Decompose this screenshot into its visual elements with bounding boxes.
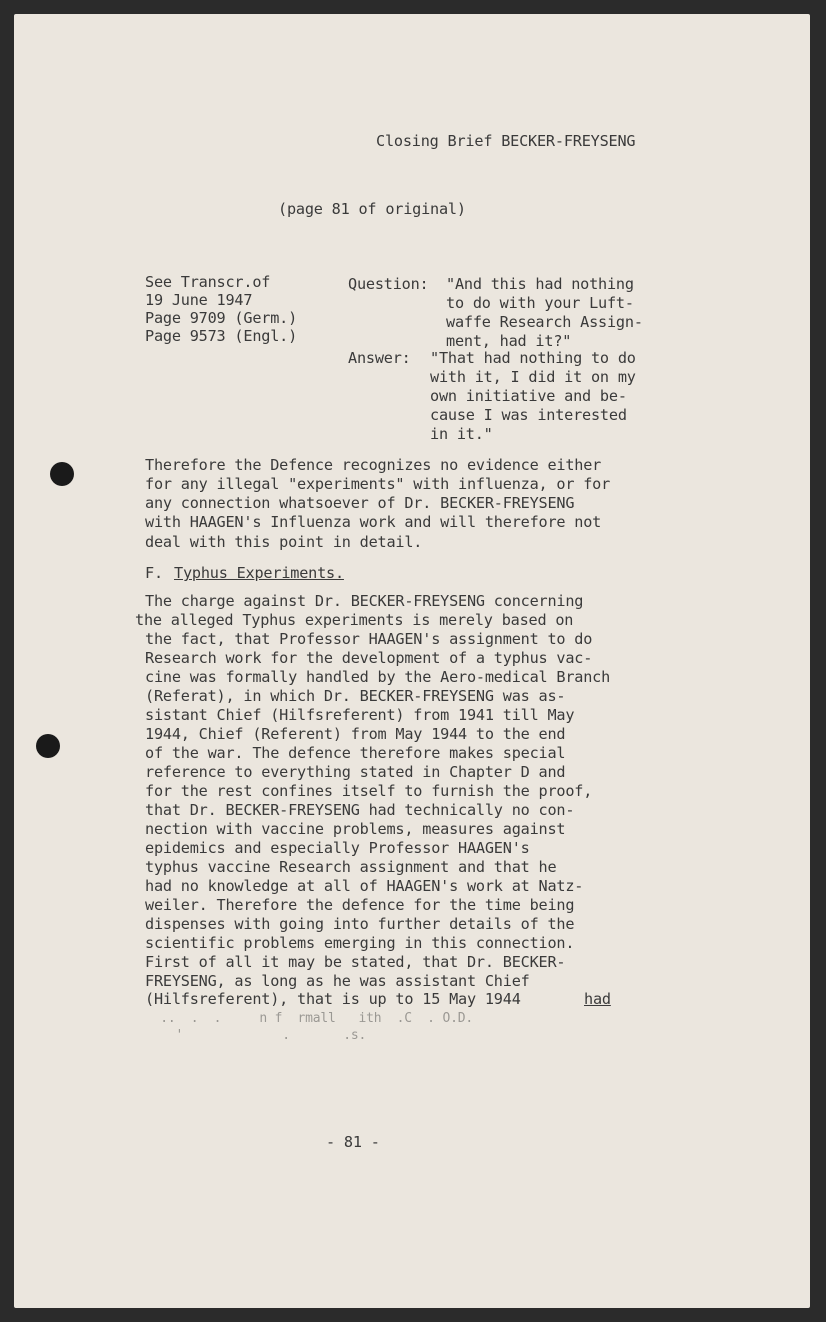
paragraph-line: that Dr. BECKER-FREYSENG had technically no con- xyxy=(145,801,575,819)
answer-line: own initiative and be- xyxy=(430,387,627,405)
transcript-line: See Transcr.of xyxy=(145,273,271,291)
paragraph-line: dispenses with going into further details of the xyxy=(145,915,575,933)
paragraph-line: reference to everything stated in Chapter D and xyxy=(145,763,566,781)
answer-line: "That had nothing to do xyxy=(430,349,636,367)
cutoff-line: .. . . n f rmall ith .C . O.D. xyxy=(145,1011,473,1026)
punch-hole xyxy=(50,462,74,486)
paragraph-line: the alleged Typhus experiments is merely based on xyxy=(135,611,574,629)
page-number: - 81 - xyxy=(326,1133,380,1151)
paragraph-line: for the rest confines itself to furnish the proof, xyxy=(145,782,593,800)
paragraph-line: 1944, Chief (Referent) from May 1944 to the end xyxy=(145,725,566,743)
paragraph-line: The charge against Dr. BECKER-FREYSENG concerning xyxy=(145,592,584,610)
paragraph-line: any connection whatsoever of Dr. BECKER-FREYSENG xyxy=(145,494,575,512)
paragraph-line: with HAAGEN's Influenza work and will therefore not xyxy=(145,513,602,531)
paragraph-line: of the war. The defence therefore makes special xyxy=(145,744,566,762)
transcript-line: 19 June 1947 xyxy=(145,291,253,309)
paragraph-line: sistant Chief (Hilfsreferent) from 1941 till May xyxy=(145,706,575,724)
transcript-line: Page 9573 (Engl.) xyxy=(145,327,298,345)
page-reference: (page 81 of original) xyxy=(278,200,466,218)
paragraph-line: First of all it may be stated, that Dr. BECKER- xyxy=(145,953,566,971)
question-line: ment, had it?" xyxy=(446,332,572,350)
paragraph-line: cine was formally handled by the Aero-medical Branch xyxy=(145,668,611,686)
question-label: Question: xyxy=(348,275,429,293)
document-page xyxy=(14,14,810,1308)
question-line: to do with your Luft- xyxy=(446,294,634,312)
question-line: waffe Research Assign- xyxy=(446,313,643,331)
answer-line: cause I was interested xyxy=(430,406,627,424)
paragraph-line: scientific problems emerging in this connection. xyxy=(145,934,575,952)
paragraph-line: Research work for the development of a typhus vac- xyxy=(145,649,593,667)
paragraph-line: the fact, that Professor HAAGEN's assignment to do xyxy=(145,630,593,648)
section-heading: Typhus Experiments. xyxy=(174,564,344,582)
question-line: "And this had nothing xyxy=(446,275,634,293)
paragraph-line: had no knowledge at all of HAAGEN's work at Natz- xyxy=(145,877,584,895)
paragraph-line: FREYSENG, as long as he was assistant Chief xyxy=(145,972,530,990)
punch-hole xyxy=(36,734,60,758)
paragraph-line: for any illegal "experiments" with influenza, or for xyxy=(145,475,611,493)
paragraph-line: (Referat), in which Dr. BECKER-FREYSENG was as- xyxy=(145,687,566,705)
paragraph-line: typhus vaccine Research assignment and that he xyxy=(145,858,557,876)
paragraph-line: (Hilfsreferent), that is up to 15 May 1944 xyxy=(145,990,521,1008)
answer-line: in it." xyxy=(430,425,493,443)
answer-label: Answer: xyxy=(348,349,411,367)
paragraph-line: deal with this point in detail. xyxy=(145,533,423,551)
paragraph-line: weiler. Therefore the defence for the time being xyxy=(145,896,575,914)
section-letter: F. xyxy=(145,564,163,582)
paragraph-line: epidemics and especially Professor HAAGEN's xyxy=(145,839,530,857)
transcript-line: Page 9709 (Germ.) xyxy=(145,309,298,327)
answer-line: with it, I did it on my xyxy=(430,368,636,386)
cutoff-line: ' . .s. xyxy=(145,1028,367,1043)
paragraph-line: nection with vaccine problems, measures against xyxy=(145,820,566,838)
document-title: Closing Brief BECKER-FREYSENG xyxy=(376,132,636,150)
underlined-word: had xyxy=(584,990,611,1008)
paragraph-line: Therefore the Defence recognizes no evidence either xyxy=(145,456,602,474)
